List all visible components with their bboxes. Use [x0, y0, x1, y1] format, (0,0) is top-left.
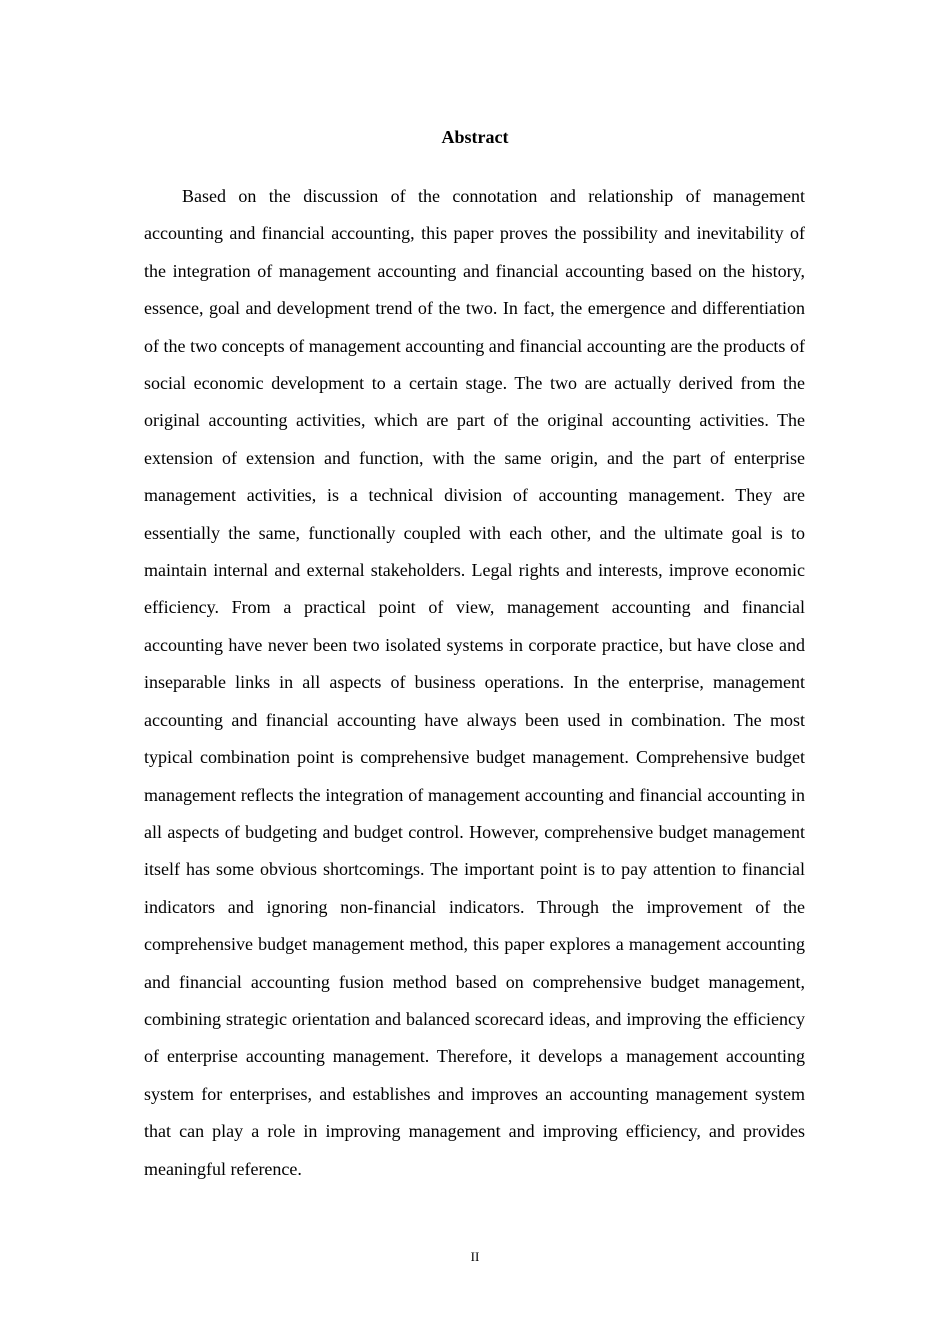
page-number: II: [470, 1249, 480, 1264]
abstract-body: Based on the discussion of the connotation and relationship of management accounting and financial accounting, this paper proves the possibility and inevitability of the integration of management accounting and financial accounting based on the history, essence, goal and development trend of the two. In fact, the emergence and differentiation of the two concepts of management accounting and financial accounting are the products of social economic development to a certain stage. The two are actually derived from the original accounting activities, which are part of the original accounting activities. The extension of extension and function, with the same origin, and the part of enterprise management activities, is a technical division of accounting management. They are essentially the same, functionally coupled with each other, and the ultimate goal is to maintain internal and external stakeholders. Legal rights and interests, improve economic efficiency. From a practical point of view, management accounting and financial accounting have never been two isolated systems in corporate practice, but have close and inseparable links in all aspects of business operations. In the enterprise, management accounting and financial accounting have always been used in combination. The most typical combination point is comprehensive budget management. Comprehensive budget management reflects the integration of management accounting and financial accounting in all aspects of budgeting and budget control. However, comprehensive budget management itself has some obvious shortcomings. The important point is to pay attention to financial indicators and ignoring non-financial indicators. Through the improvement of the comprehensive budget management method, this paper explores a management accounting and financial accounting fusion method based on comprehensive budget management, combining strategic orientation and balanced scorecard ideas, and improving the efficiency of enterprise accounting management. Therefore, it develops a management accounting system for enterprises, and establishes and improves an accounting management system that can play a role in improving management and improving efficiency, and provides meaningful reference.: [144, 186, 805, 1179]
abstract-title: Abstract: [441, 127, 509, 147]
